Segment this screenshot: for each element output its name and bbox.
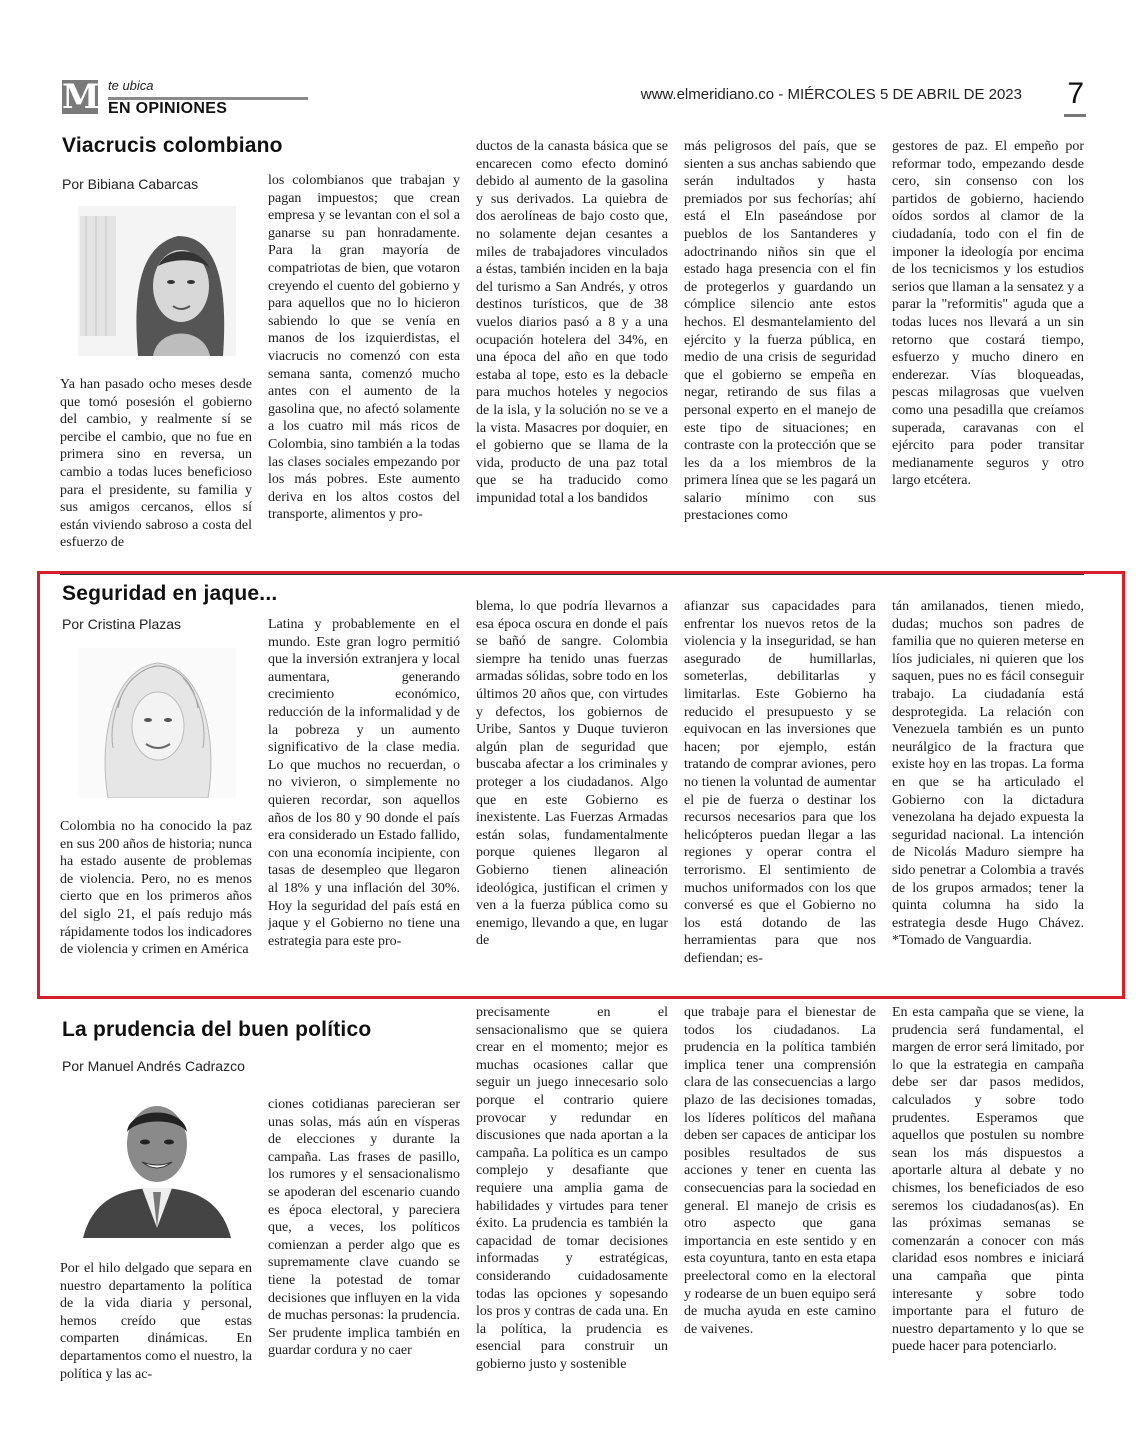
article-title: La prudencia del buen político [62,1018,372,1041]
article-column-3: blema, lo que podría llevarnos a esa época oscura en donde el país se bañó de sangre. Colombia siempre ha tenido unas fuerzas armadas sólidas, sobre todo en los últimos 20 años que, con virtudes y defectos, los gobiernos de Uribe, Santos y Duque tuvieron algún plan de seguridad que buscaba afectar a los criminales y proteger a los ciudadanos. Algo que en este Gobierno es inexistente. Las Fuerzas Armadas están solas, fundamentalmente porque quienes llegaron al Gobierno tienen alineación ideológica, justifican el crimen y ven a la fuerza pública como su enemigo, llevando a que, en lugar de [476,599,668,949]
article-prudencia [58,1005,1086,1393]
page-number-rule [1064,114,1086,117]
article-column-3: precisamente en el sensacionalismo que se quiera crear en el momento; mejor es muchas ocasiones callar que seguir un juego innecesario solo porque el contrario quiere provocar y redundar en discusiones que nada aportan a la campaña. La política es un campo complejo y desafiante que requiere una amplia gama de habilidades y virtudes para tener éxito. La prudencia es también la capacidad de tomar decisiones informadas y estratégicas, considerando cuidadosamente todas las opciones y sopesando los pros y contras de cada una. En la política, la prudencia es esencial para construir un gobierno justo y sostenible [476,1005,668,1372]
article-column-2: los colombianos que trabajan y pagan impuestos; que crean empresa y se levantan con el sol a ganarse su pan honradamente. Para la gran mayoría de compatriotas de bien, que votaron creyendo el cuento del gobierno y para aquellos que no lo hicieron sabiendo lo que se venía en manos de los izquierdistas, el viacrucis no comenzó con esta semana santa, comenzó mucho antes con el aumento de la gasolina que, no afectó solamente a los cuatro mil más ricos de Colombia, sino también a la todas las clases sociales empezando por los más pobres. Este aumento deriva en los altos costos del transporte, alimentos y pro- [268,173,460,523]
article-column-3: ductos de la canasta básica que se encarecen como efecto dominó debido al aumento de la gasolina y sus derivados. La quiebra de dos aerolíneas de bajo costo que, no solamente dejan cesantes a miles de trabajadores vinculados a éstas, también inciden en la baja del turismo a San Andrés, y otros destinos turísticos, que de 38 vuelos diarios pasó a 8 y a una ocupación hotelera del 34%, en una época del año en que todo estaba al tope, esto es la debacle para muchos hoteles y negocios de la isla, y la solución no se ve a la vista. Masacres por doquier, en el gobierno que se llama de la vida, producto de una paz total que se ha traducido como impunidad total a los bandidos [476,139,668,506]
article-title: Viacrucis colombiano [62,134,283,157]
author-photo [78,206,236,356]
article-column-5: tán amilanados, tienen miedo, dudas; muchos son padres de familia que no quieren meterse en líos judiciales, ni quieren que los saquen, pues no es fácil conseguir trabajo. La ciudadanía está desprotegida. La relación con Venezuela también es un punto neurálgico de la fractura que existe hoy en las tropas. La forma en que se ha articulado el Gobierno con la dictadura venezolana ha dejado expuesta la seguridad nacional. La intención de Nicolás Maduro siempre ha sido penetrar a Colombia a través de los grupos armados; tener la quinta columna ha sido la estrategia desde Hugo Chávez. *Tomado de Vanguardia. [892,599,1084,949]
dateline: www.elmeridiano.co - MIÉRCOLES 5 DE ABRIL DE 2023 [640,86,1022,103]
article-viacrucis [58,134,1086,564]
author-portrait-woman-dark-hair-icon [78,206,236,356]
page-header [62,78,1086,118]
highlight-box [37,571,1125,999]
author-portrait-man-suit-icon [78,1088,236,1238]
article-column-1: Por el hilo delgado que separa en nuestro departamento la política de la vida diaria y personal, hemos creído que estas comparten dinámicas. En departamentos como el nuestro, la política y las ac- [60,1261,252,1382]
article-column-2: Latina y probablemente en el mundo. Este gran logro permitió que la inversión extranjera y local aumentara, generando crecimiento económico, reducción de la informalidad y de la pobreza y un aumento significativo de la clase media. Lo que muchos no recuerdan, o no vivieron, o simplemente no quieren recordar, son aquellos años de los 80 y 90 donde el país era considerado un Estado fallido, con una economía incipiente, con tasas de desempleo que llegaron al 18% y una inflación del 30%. Hoy la seguridad del país está en jaque y el Gobierno no tiene una estrategia para este pro- [268,617,460,949]
page-number: 7 [1067,77,1084,110]
article-column-2: ciones cotidianas parecieran ser unas solas, más aún en vísperas de elecciones y durante la campaña. Las frases de pasillo, los rumores y el sensacionalismo se apoderan del escenario cuando es época electoral, y pareciera que, a veces, los políticos comienzan a perder algo que es supremamente clave cuando se tiene la potestad de tomar decisiones que influyen en la vida de muchas personas: la prudencia. Ser prudente implica también en guardar cordura y no caer [268,1097,460,1359]
article-byline: Por Cristina Plazas [62,616,182,632]
section-tagline: te ubica [108,78,154,93]
article-column-5: En esta campaña que se viene, la prudencia será fundamental, el margen de error será limitado, por lo que la estrategia en campaña debe ser dar pasos medidos, calculados y sobre todo prudentes. Esperamos que aquellos que postulen su nombre sean los más dispuestos a aportarle altura al debate y no chismes, los beneficiados de eso seremos los ciudadanos(as). En las próximas semanas se comenzarán a conocer con más claridad esos nombres e iniciará una campaña que pinta interesante y sobre todo importante para el futuro de nuestro departamento y lo que se puede hacer para potenciarlo. [892,1005,1084,1355]
article-column-1: Colombia no ha conocido la paz en sus 200 años de historia; nunca ha estado ausente de problemas de violencia. Pero, no es menos cierto que en los primeros años del siglo 21, el país redujo más rápidamente todos los indicadores de violencia y crimen en América [60,819,252,958]
article-column-4: afianzar sus capacidades para enfrentar los nuevos retos de la violencia y la inseguridad, se han asegurado de humillarlas, someterlas, debilitarlas y limitarlas. Este Gobierno ha reducido el presupuesto y se equivocan en las inversiones que hacen; por ejemplo, están tratando de comprar aviones, pero no tienen la voluntad de aumentar el pie de fuerza o destinar los recursos necesarios para que los helicópteros puedan llegar a las regiones y operar contra el terrorismo. El sentimiento de muchos uniformados con los que conversé es que el Gobierno no los está dotando de las herramientas para que nos defiendan; es- [684,599,876,966]
el-meridiano-logo: M [62,77,100,117]
article-column-5: gestores de paz. El empeño por reformar todo, empezando desde cero, sin consenso con los partidos de gobierno, haciendo oídos sordos al clamor de la ciudadanía, todo con el fin de imponer la ideología por encima de los tecnicismos y los estudios serios que llaman a la sensatez y a parar la "reformitis" aguda que a todas luces nos llevará a un sin retorno que costará tiempo, esfuerzo y mucho dinero en enderezar. Vías bloqueadas, pescas milagrosas que vuelven como una pesadilla que creíamos superada, caravanas con el ejército para poder transitar medianamente seguros y otro largo etcétera. [892,139,1084,489]
article-byline: Por Bibiana Cabarcas [62,176,199,192]
article-title: Seguridad en jaque... [62,582,278,605]
article-column-1: Ya han pasado ocho meses desde que tomó posesión el gobierno del cambio, y realmente sí se percibe el cambio, que no fue en primera sino en reversa, un cambio a todas luces beneficioso para el presidente, su familia y sus amigos cercanos, ellos sí están viviendo sabroso a costa del esfuerzo de [60,377,252,551]
article-column-4: más peligrosos del país, que se sienten a sus anchas sabiendo que serán indultados y hasta premiados por sus fechorías; ahí está el Eln paseándose por pueblos de los Santanderes y adoctrinando niños sin que el estado haga presencia con el fin de protegerlos y guardando un cómplice silencio ante estos hechos. El desmantelamiento del ejército y la fuerza pública, en medio de una crisis de seguridad que el gobierno se empeña en negar, retirando de sus filas a personal experto en el manejo de este tipo de situaciones; en contraste con la protección que se les da a los miembros de la primera línea que se les pagará un salario mínimo con sus prestaciones como [684,139,876,524]
article-column-4: que trabaje para el bienestar de todos los ciudadanos. La prudencia en la política también implica tener una comprensión clara de las consecuencias a largo plazo de las decisiones tomadas, los líderes políticos del mañana deben ser capaces de anticipar los posibles resultados de sus acciones y tener en cuenta las consecuencias para la sociedad en general. El manejo de crisis es otro aspecto que gana importancia en este sentido y en esta coyuntura, tanto en esta etapa preelectoral como en la electoral y rodearse de un buen equipo será de mucha ayuda en este camino de vaivenes. [684,1005,876,1337]
article-byline: Por Manuel Andrés Cadrazco [62,1058,245,1074]
section-title: EN OPINIONES [108,100,228,117]
author-photo [78,1088,236,1238]
